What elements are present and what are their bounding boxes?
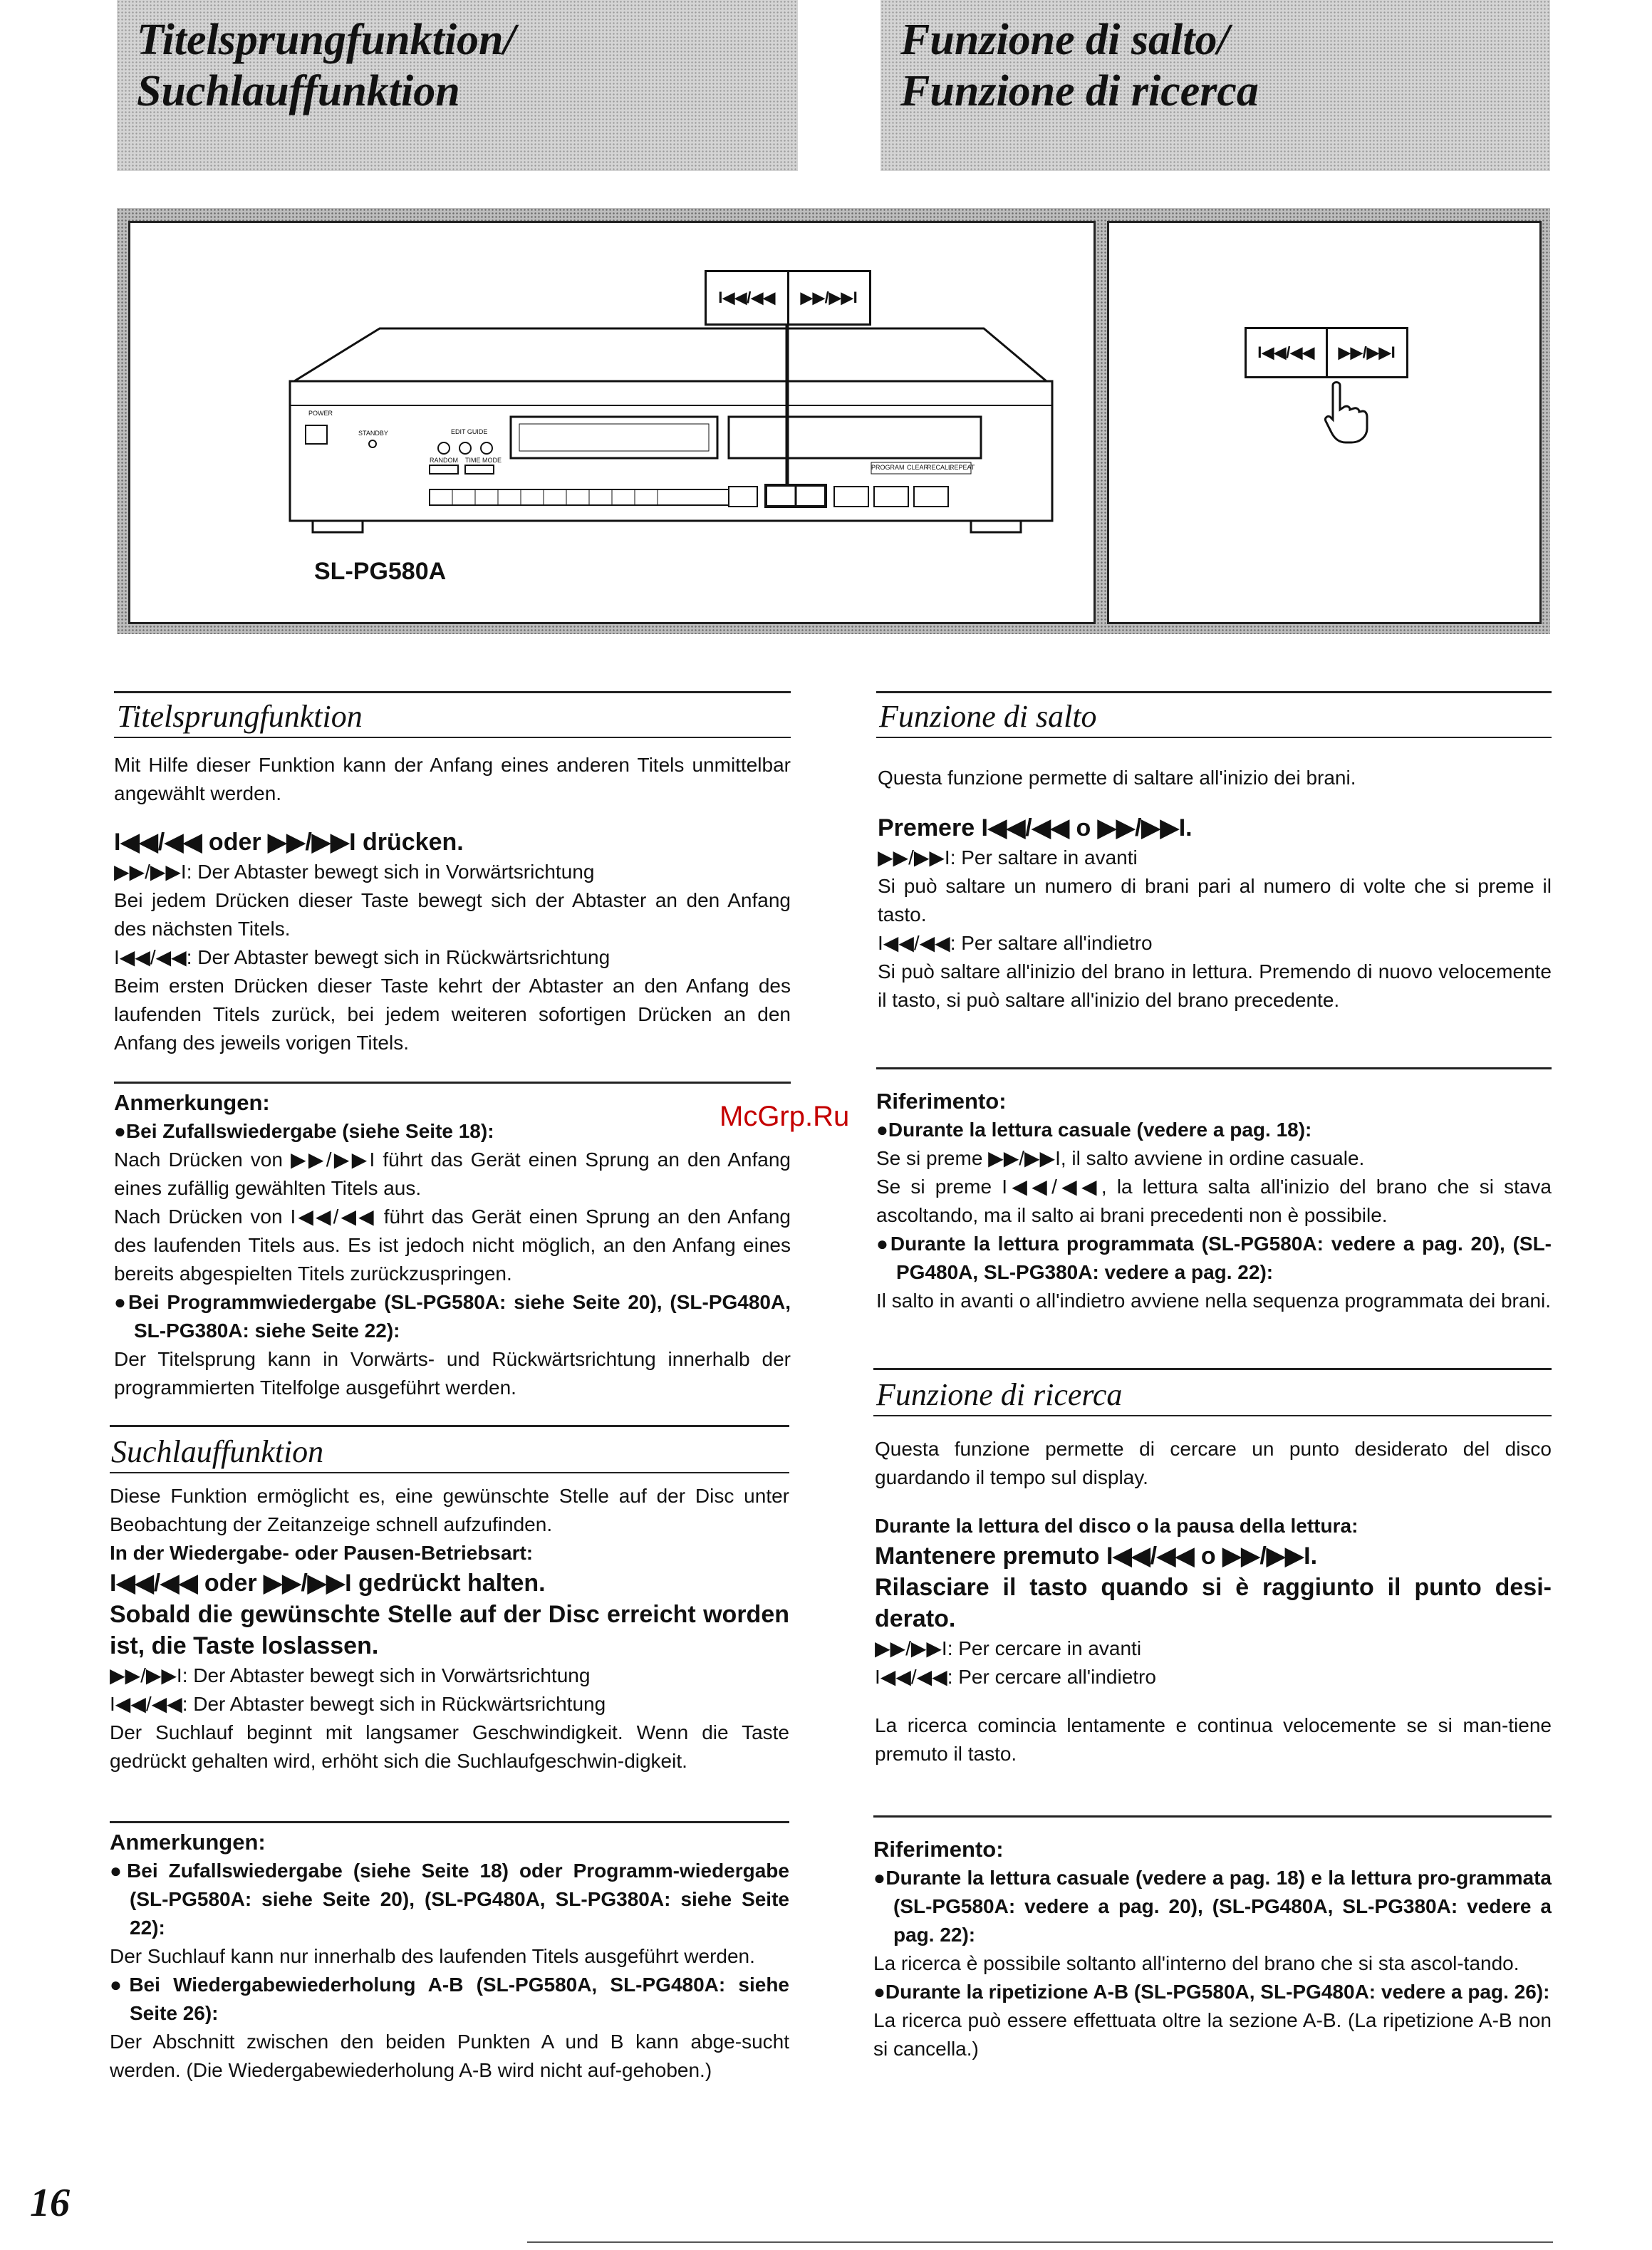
it-ref2-b1: ●Durante la lettura casuale (vedere a pag. 18) e la lettura pro-grammata (SL-PG580A: vedere a pag. 20), (SL-PG480A, SL-PG380A: vedere a pag. 22): (873, 1867, 1552, 1946)
it-skip-fwd: ▶▶/▶▶I: Per saltare in avanti (878, 846, 1138, 869)
it-ref2 (873, 1835, 1552, 2063)
it-skip-back: I◀◀/◀◀: Per saltare all'indietro (878, 932, 1153, 954)
it-ref1-b2: ●Durante la lettura programmata (SL-PG580A: vedere a pag. 20), (SL-PG480A, SL-PG380A: vedere a pag. 22): (876, 1233, 1552, 1283)
de-search-desc: Der Suchlauf beginnt mit langsamer Geschwindigkeit. Wenn die Taste gedrückt gehalten wird, erhöht sich die Suchlaufgeschwin-digkeit. (110, 1721, 789, 1772)
it-search-fwd: ▶▶/▶▶I: Per cercare in avanti (875, 1637, 1142, 1659)
de-skip-intro: Mit Hilfe dieser Funktion kann der Anfang eines anderen Titels unmittelbar angewählt werden. (114, 754, 791, 804)
it-search-body (875, 1435, 1552, 1768)
it-ref1-b1: ●Durante la lettura casuale (vedere a pag. 18): (876, 1119, 1312, 1141)
it-ref1-t3: Il salto in avanti o all'indietro avviene nella sequenza programmata dei brani. (876, 1290, 1552, 1312)
header-it-title: Funzione di salto/ Funzione di ricerca (900, 16, 1259, 115)
pointing-finger-icon (1320, 381, 1377, 445)
cd-player-drawing (130, 223, 1093, 622)
label-program: PROGRAM (871, 464, 905, 471)
it-ref1-t1: Se si preme ▶▶/▶▶I, il salto avviene in ordine casuale. (876, 1147, 1365, 1169)
bottom-rule (527, 2241, 1553, 2243)
it-ref2-rule (873, 1815, 1552, 1818)
it-skip-title: Funzione di salto (879, 699, 1097, 734)
it-search-desc: La ricerca comincia lentamente e continua velocemente se si man-tiene premuto il tasto. (875, 1714, 1552, 1765)
it-ref1-t2: Se si preme I◀◀/◀◀, la lettura salta all'inizio del brano che si stava ascoltando, ma il salto ai brani precedenti non è possibile. (876, 1176, 1552, 1226)
de-notes1-b1: ●Bei Zufallswiedergabe (siehe Seite 18): (114, 1120, 494, 1142)
device-model-label: SL-PG580A (314, 558, 447, 585)
de-skip-title: Titelsprungfunktion (117, 699, 363, 734)
it-skip-step: Premere I◀◀/◀◀ o ▶▶/▶▶I. (878, 814, 1193, 841)
it-search-title: Funzione di ricerca (876, 1377, 1123, 1412)
de-notes1-t1: Nach Drücken von ▶▶/▶▶I führt das Gerät einen Sprung an den Anfang eines zufällig gewählten Titels aus. (114, 1149, 791, 1199)
it-ref2-t2: La ricerca può essere effettuata oltre la sezione A-B. (La ripetizione A-B non si cancella.) (873, 2009, 1552, 2060)
de-search-back: I◀◀/◀◀: Der Abtaster bewegt sich in Rückwärtsrichtung (110, 1693, 606, 1715)
de-notes1-t2: Nach Drücken von I◀◀/◀◀ führt das Gerät einen Sprung an den Anfang des laufenden Titels aus. Es ist jedoch nicht möglich, an den Anfang eines bereits abgespielten Titels zurückzuspringen. (114, 1206, 791, 1285)
finger-next-button[interactable]: ▶▶/▶▶I (1338, 343, 1396, 361)
label-standby: STANDBY (358, 430, 388, 437)
de-notes2-title: Anmerkungen: (110, 1830, 266, 1855)
de-notes1-rule (114, 1082, 791, 1084)
it-skip-back-desc: Si può saltare all'inizio del brano in lettura. Premendo di nuovo velocemente il tasto, si può saltare all'inizio del brano precedente. (878, 960, 1552, 1011)
de-skip-fwd: ▶▶/▶▶I: Der Abtaster bewegt sich in Vorwärtsrichtung (114, 861, 595, 883)
prev-button[interactable]: I◀◀/◀◀ (707, 272, 789, 323)
finger-panel (1107, 221, 1542, 624)
it-skip-intro: Questa funzione permette di saltare all'inizio dei brani. (878, 767, 1356, 789)
de-notes1-t3: Der Titelsprung kann in Vorwärts- und Rückwärtsrichtung innerhalb der programmierten Titelfolge ausgeführt werden. (114, 1348, 791, 1399)
de-skip-fwd-desc: Bei jedem Drücken dieser Taste bewegt sich der Abtaster an den Anfang des nächsten Titels. (114, 889, 791, 940)
de-notes2-b2: ●Bei Wiedergabewiederholung A-B (SL-PG580A, SL-PG480A: siehe Seite 26): (110, 1974, 789, 2024)
it-search-rule (873, 1368, 1552, 1370)
de-search-mode: In der Wiedergabe- oder Pausen-Betriebsart: (110, 1542, 534, 1564)
it-search-underline (873, 1415, 1552, 1416)
finger-skip-buttons (1245, 327, 1408, 378)
header-it (880, 0, 1550, 171)
de-search-underline (110, 1472, 789, 1473)
de-skip-body (114, 751, 791, 1057)
it-search-mode: Durante la lettura del disco o la pausa della lettura: (875, 1515, 1359, 1537)
it-search-step1: Mantenere premuto I◀◀/◀◀ o ▶▶/▶▶I. (875, 1543, 1318, 1570)
de-notes1 (114, 1089, 791, 1402)
it-search-back: I◀◀/◀◀: Per cercare all'indietro (875, 1666, 1156, 1688)
de-skip-step: I◀◀/◀◀ oder ▶▶/▶▶I drücken. (114, 829, 464, 856)
it-ref2-title: Riferimento: (873, 1837, 1004, 1862)
it-skip-fwd-desc: Si può saltare un numero di brani pari al numero di volte che si preme il tasto. (878, 875, 1552, 926)
it-ref2-t1: La ricerca è possibile soltanto all'interno del brano che si sta ascol-tando. (873, 1952, 1519, 1974)
header-de (117, 0, 798, 171)
de-notes2-rule (110, 1821, 789, 1823)
label-edit-guide: EDIT GUIDE (451, 428, 488, 435)
it-ref1 (876, 1087, 1552, 1315)
it-skip-body (878, 764, 1552, 1015)
label-random: RANDOM (430, 457, 458, 464)
label-recall: RECALL (927, 464, 952, 471)
de-search-step1: I◀◀/◀◀ oder ▶▶/▶▶I gedrückt halten. (110, 1570, 546, 1597)
de-search-intro: Diese Funktion ermöglicht es, eine gewünschte Stelle auf der Disc unter Beobachtung der Zeitanzeige schnell aufzufinden. (110, 1485, 789, 1535)
de-skip-back: I◀◀/◀◀: Der Abtaster bewegt sich in Rückwärtsrichtung (114, 946, 611, 968)
de-skip-underline (114, 737, 791, 738)
de-notes2-t1: Der Suchlauf kann nur innerhalb des laufenden Titels ausgeführt werden. (110, 1945, 755, 1967)
label-power: POWER (308, 410, 333, 417)
header-de-title: Titelsprungfunktion/ Suchlauffunktion (137, 16, 516, 115)
de-search-title: Suchlauffunktion (111, 1434, 324, 1469)
it-search-intro: Questa funzione permette di cercare un punto desiderato del disco guardando il tempo sul display. (875, 1438, 1552, 1488)
de-notes2-b1: ●Bei Zufallswiedergabe (siehe Seite 18) oder Programm-wiedergabe (SL-PG580A: siehe Seite 20), (SL-PG480A, SL-PG380A: siehe Seite 22): (110, 1860, 789, 1939)
it-ref1-rule (876, 1067, 1552, 1069)
de-skip-back-desc: Beim ersten Drücken dieser Taste kehrt der Abtaster an den Anfang des laufenden Titels zurück, bei jedem weiteren sofortigen Drücken an den Anfang des jeweils vorigen Titels. (114, 975, 791, 1054)
de-notes1-title: Anmerkungen: (114, 1090, 270, 1115)
label-time-mode: TIME MODE (465, 457, 502, 464)
it-search-step2: Rilasciare il tasto quando si è raggiunto il punto desi-derato. (875, 1574, 1552, 1632)
page-number: 16 (30, 2181, 70, 2225)
watermark: McGrp.Ru (719, 1101, 850, 1132)
de-search-fwd: ▶▶/▶▶I: Der Abtaster bewegt sich in Vorwärtsrichtung (110, 1664, 591, 1686)
it-skip-rule (876, 691, 1552, 693)
de-search-rule (110, 1425, 789, 1427)
finger-prev-button[interactable]: I◀◀/◀◀ (1247, 329, 1328, 376)
de-skip-rule (114, 691, 791, 693)
de-notes2-t2: Der Abschnitt zwischen den beiden Punkten A und B kann abge-sucht werden. (Die Wiedergabewiederholung A-B wird nicht auf-gehoben.) (110, 2031, 789, 2081)
de-search-step2: Sobald die gewünschte Stelle auf der Disc erreicht worden ist, die Taste loslassen. (110, 1601, 789, 1659)
device-panel (128, 221, 1096, 624)
label-repeat: REPEAT (950, 464, 975, 471)
de-notes1-b2: ●Bei Programmwiedergabe (SL-PG580A: siehe Seite 20), (SL-PG480A, SL-PG380A: siehe Seite 22): (114, 1291, 791, 1342)
de-notes2 (110, 1828, 789, 2085)
label-clear: CLEAR (907, 464, 929, 471)
it-skip-underline (876, 737, 1552, 738)
de-search-body (110, 1482, 789, 1775)
it-ref1-title: Riferimento: (876, 1089, 1007, 1114)
it-ref2-b2: ●Durante la ripetizione A-B (SL-PG580A, SL-PG480A: vedere a pag. 26): (873, 1981, 1550, 2003)
next-button[interactable]: ▶▶/▶▶I (800, 289, 858, 306)
callout-skip-buttons (705, 270, 871, 326)
